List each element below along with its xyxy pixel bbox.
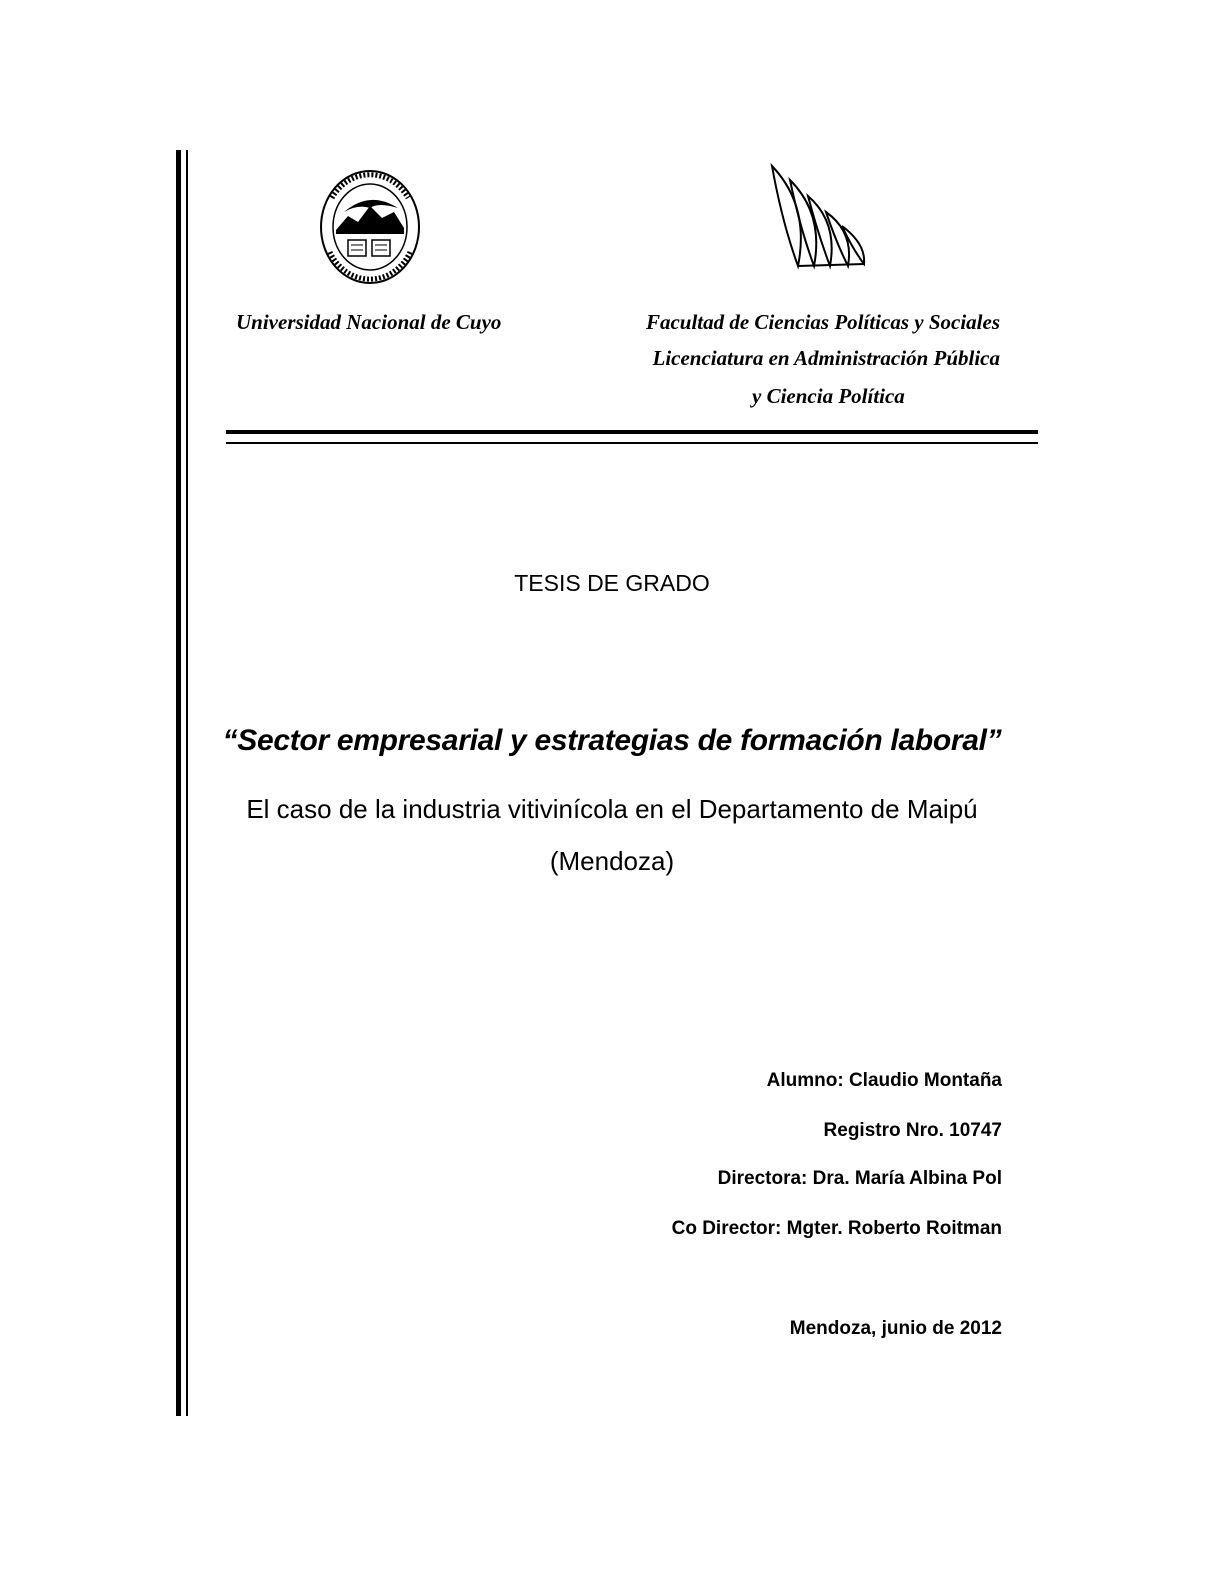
thesis-title: “Sector empresarial y estrategias de formación laboral” [222,724,1002,757]
degree-name-line-2: y Ciencia Política [752,384,905,408]
document-type: TESIS DE GRADO [514,570,710,596]
place-and-date: Mendoza, junio de 2012 [789,1318,1002,1339]
header-rule-thin [226,442,1038,444]
university-name: Universidad Nacional de Cuyo [236,310,502,334]
registry-number: Registro Nro. 10747 [823,1120,1002,1141]
thesis-subtitle-line-2: (Mendoza) [549,846,675,876]
co-director-name: Co Director: Mgter. Roberto Roitman [671,1218,1002,1239]
faculty-sails-logo-icon [764,162,872,270]
faculty-name: Facultad de Ciencias Políticas y Sociales [645,310,1000,334]
student-name: Alumno: Claudio Montaña [766,1070,1002,1091]
header-rule-thick [226,430,1038,434]
left-border-thin [186,150,188,1416]
director-name: Directora: Dra. María Albina Pol [717,1168,1002,1189]
degree-name-line-1: Licenciatura en Administración Pública [652,346,1000,370]
thesis-subtitle-line-1: El caso de la industria vitivinícola en el Departamento de Maipú [246,794,978,824]
university-seal-icon [318,168,422,286]
left-border-thick [176,150,181,1416]
